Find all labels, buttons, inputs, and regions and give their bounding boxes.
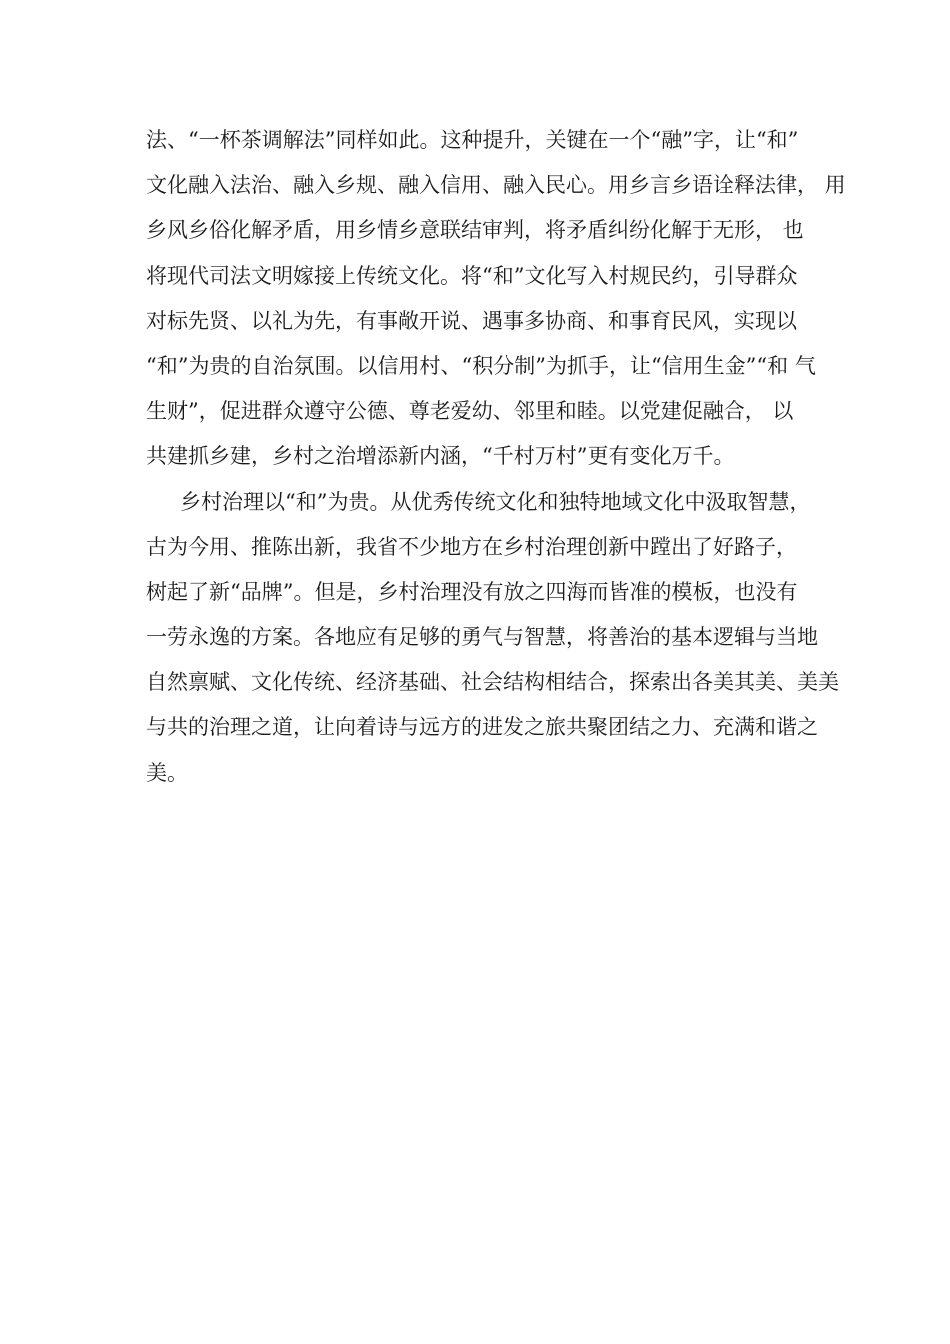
paragraph	[146, 118, 846, 480]
text-line: 将现代司法文明嫁接上传统文化。将“和”文化写入村规民约，引导群众	[146, 263, 798, 288]
text-line: 古为今用、推陈出新，我省不少地方在乡村治理创新中蹚出了好路子，	[146, 534, 797, 559]
text-line: 乡风乡俗化解矛盾，用乡情乡意联结审判，将矛盾纠纷化解于无形， 也	[146, 218, 804, 243]
text-line: 乡村治理以“和”为贵。从优秀传统文化和独特地域文化中汲取智慧，	[180, 489, 811, 514]
text-line: “和”为贵的自治氛围。以信用村、“积分制”为抓手，让“信用生金”“和 气	[146, 353, 816, 378]
text-line: 对标先贤、以礼为先，有事敞开说、遇事多协商、和事育民风，实现以	[146, 308, 797, 333]
paragraph	[146, 480, 839, 796]
text-line: 一劳永逸的方案。各地应有足够的勇气与智慧，将善治的基本逻辑与当地	[146, 625, 818, 650]
text-line: 共建抓乡建，乡村之治增添新内涵，“千村万村”更有变化万千。	[146, 444, 735, 469]
text-line: 文化融入法治、融入乡规、融入信用、融入民心。用乡言乡语诠释法律， 用	[146, 173, 846, 198]
text-line: 生财”，促进群众遵守公德、尊老爱幼、邻里和睦。以党建促融合， 以	[146, 399, 794, 424]
text-line: 法、“一杯茶调解法”同样如此。这种提升，关键在一个“融”字，让“和”	[146, 128, 799, 152]
text-line: 美。	[146, 760, 188, 785]
text-line: 与共的治理之道，让向着诗与远方的进发之旅共聚团结之力、充满和谐之	[146, 715, 818, 740]
text-line: 自然禀赋、文化传统、经济基础、社会结构相结合，探索出各美其美、美美	[146, 670, 839, 695]
body-text	[146, 118, 846, 796]
text-line: 树起了新“品牌”。但是，乡村治理没有放之四海而皆准的模板，也没有	[146, 579, 798, 604]
